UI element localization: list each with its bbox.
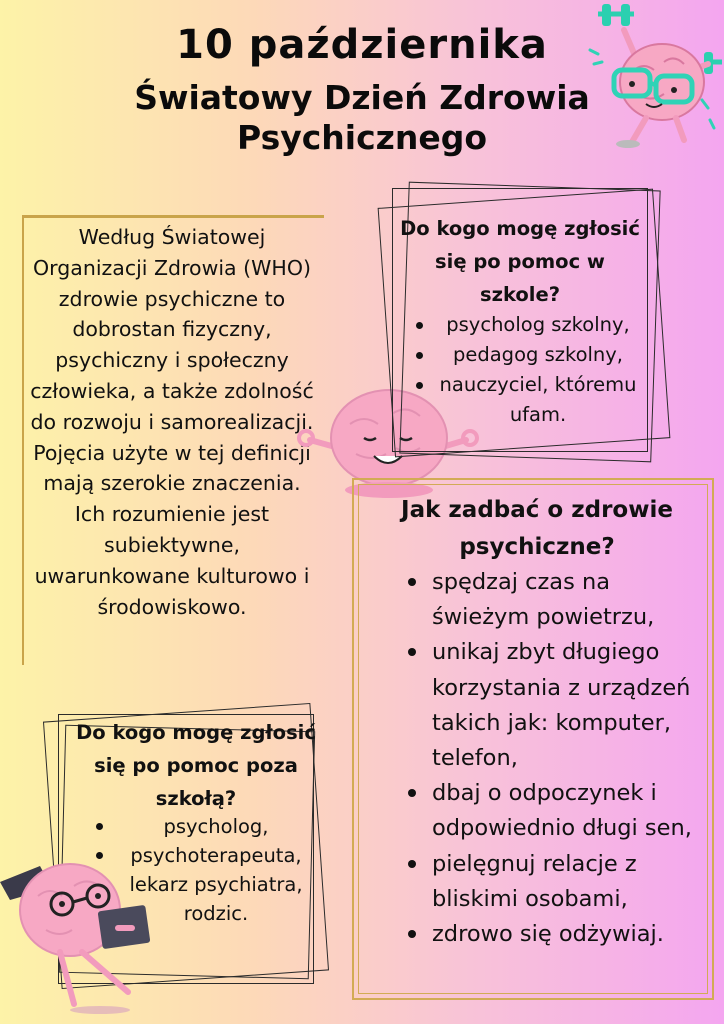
list-item: nauczyciel, któremu ufam. (400, 370, 650, 430)
outside-help-title: Do kogo mogę zgłosić się po pomoc poza szkołą? (76, 721, 316, 810)
brain-weightlifter-icon (584, 0, 724, 150)
list-item: psycholog szkolny, (400, 310, 650, 340)
list-item: zdrowo się odżywiaj. (410, 917, 702, 952)
mental-care-list (410, 565, 702, 952)
list-item: rodzic. (84, 899, 320, 928)
mental-care-title: Jak zadbać o zdrowie psychiczne? (401, 497, 673, 560)
school-help-list (400, 310, 650, 430)
list-item: lekarz psychiatra, (84, 870, 320, 899)
list-item: pedagog szkolny, (400, 340, 650, 370)
who-frame-top (22, 215, 324, 218)
school-help-title: Do kogo mogę zgłosić się po pomoc w szkole? (400, 217, 640, 306)
list-item: pielęgnuj relacje z bliskimi osobami, (410, 847, 702, 917)
list-item: dbaj o odpoczynek i odpowiednio długi sen, (410, 776, 702, 846)
page-title-date: 10 października (176, 22, 548, 68)
list-item: psycholog, (84, 812, 320, 841)
page-title-line1: Światowy Dzień Zdrowia (134, 78, 590, 117)
list-item: spędzaj czas na świeżym powietrzu, (410, 565, 702, 635)
brain-reading-icon (0, 842, 160, 1018)
list-item: psychoterapeuta, (84, 841, 320, 870)
who-definition-text: Według Światowej Organizacji Zdrowia (WHO) zdrowie psychiczne to dobrostan fizyczny, psychiczny i społeczny człowieka, a także zdolność do rozwoju i samorealizacji. Pojęcia użyte w tej definicji mają szerokie znaczenia. Ich rozumienie jest subiektywne, uwarunkowane kulturowo i środowiskowo. (30, 225, 314, 619)
page-title-line2: Psychicznego (236, 118, 488, 157)
who-frame-left (22, 215, 24, 665)
list-item: unikaj zbyt długiego korzystania z urządzeń takich jak: komputer, telefon, (410, 635, 702, 776)
